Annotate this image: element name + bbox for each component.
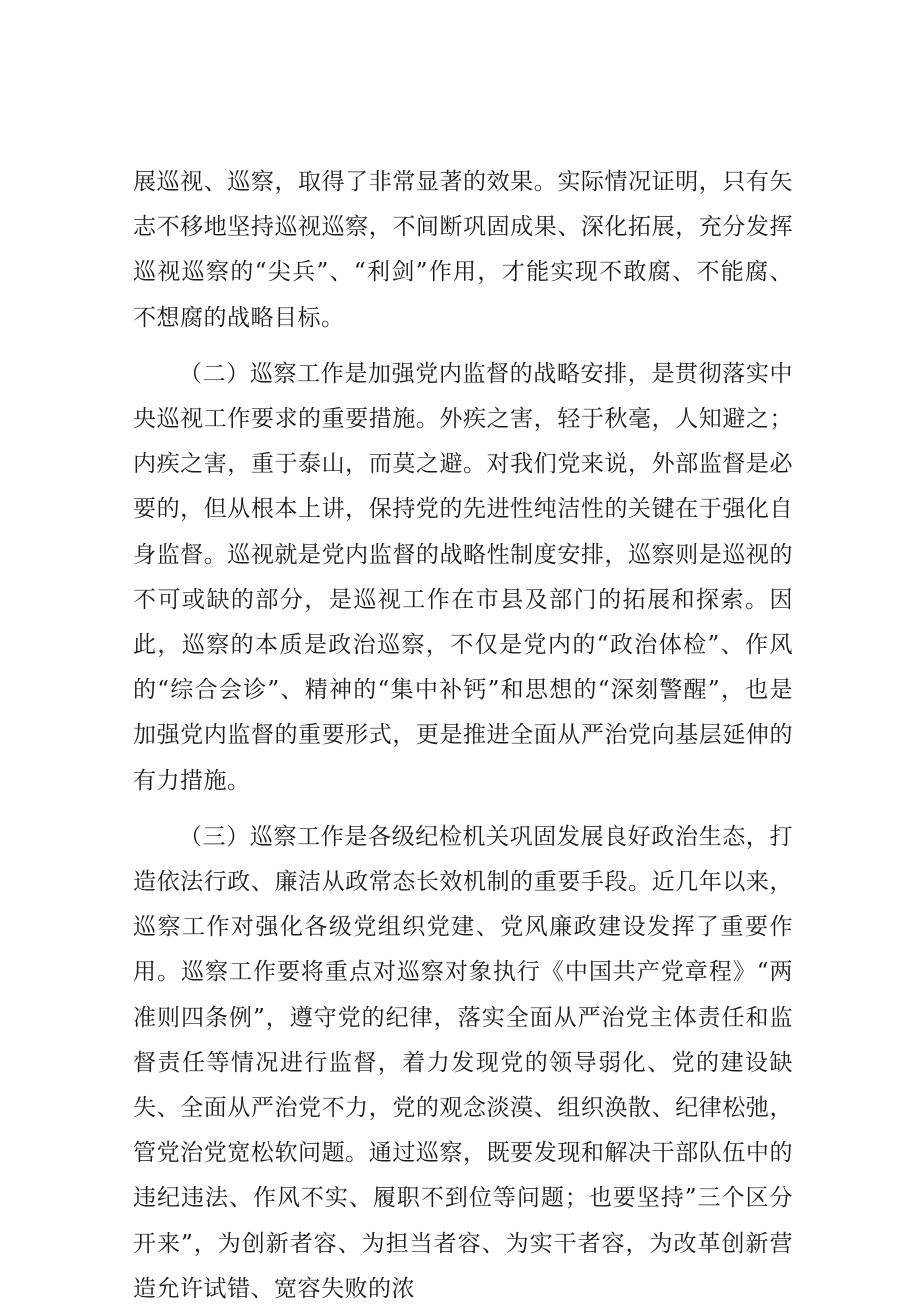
paragraph-section-two: （二）巡察工作是加强党内监督的战略安排，是贯彻落实中央巡视工作要求的重要措施。外疾之害，轻于秋毫，人知避之；内疾之害，重于泰山，而莫之避。对我们党来说，外部监督是必要的，但从根本上讲，保持党的先进性纯洁性的关键在于强化自身监督。巡视就是党内监督的战略性制度安排，巡察则是巡视的不可或缺的部分，是巡视工作在市县及部门的拓展和探索。因此，巡察的本质是政治巡察，不仅是党内的“政治体检”、作风的“综合会诊”、精神的“集中补钙”和思想的“深刻警醒”，也是加强党内监督的重要形式，更是推进全面从严治党向基层延伸的有力措施。 <box>133 360 793 794</box>
paragraph-section-three: （三）巡察工作是各级纪检机关巩固发展良好政治生态，打造依法行政、廉洁从政常态长效机制的重要手段。近几年以来，巡察工作对强化各级党组织党建、党风廉政建设发挥了重要作用。巡察工作要将重点对巡察对象执行《中国共产党章程》“两准则四条例”，遵守党的纪律，落实全面从严治党主体责任和监督责任等情况进行监督，着力发现党的领导弱化、党的建设缺失、全面从严治党不力，党的观念淡漠、组织涣散、纪律松弛，管党治党宽松软问题。通过巡察，既要发现和解决干部队伍中的违纪违法、作风不实、履职不到位等问题；也要坚持”三个区分开来”，为创新者容、为担当者容、为实干者容，为改革创新营造允许试错、宽容失败的浓 <box>133 823 793 1302</box>
paragraph-continuation: 展巡视、巡察，取得了非常显著的效果。实际情况证明，只有矢志不移地坚持巡视巡察，不间断巩固成果、深化拓展，充分发挥巡视巡察的“尖兵”、“利剑”作用，才能实现不敢腐、不能腐、不想腐的战略目标。 <box>133 169 793 331</box>
document-body <box>133 160 793 1312</box>
